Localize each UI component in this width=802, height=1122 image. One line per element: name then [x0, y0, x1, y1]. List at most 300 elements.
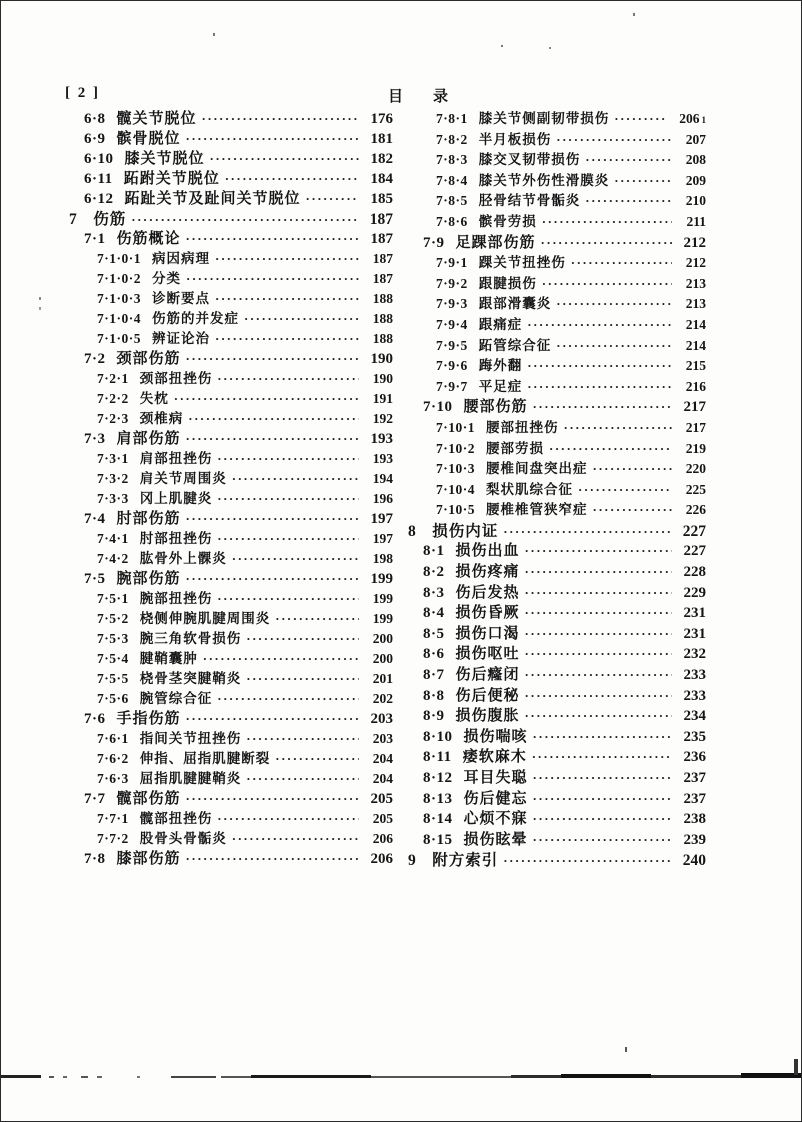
scan-artifact [501, 45, 503, 47]
entry-number: 7·5·5 [97, 671, 129, 686]
entry-number: 7·6·3 [97, 771, 129, 786]
toc-row [406, 519, 706, 540]
entry-number: 7·5·4 [97, 651, 129, 666]
entry-page: 205 [370, 791, 393, 807]
toc-row [406, 642, 706, 663]
toc-row [406, 107, 706, 128]
dot-leader [525, 708, 672, 725]
dot-leader [244, 311, 359, 327]
entry-number: 8·9 [423, 708, 445, 725]
entry-number: 8·10 [423, 728, 453, 745]
toc-row [67, 487, 393, 507]
entry-number: 8·11 [423, 749, 452, 766]
entry-title: 心烦不寐 [463, 811, 528, 828]
entry-title: 腕部扭挫伤 [139, 591, 213, 606]
toc-row [67, 327, 393, 347]
dot-leader [578, 482, 672, 498]
toc-row [406, 210, 706, 231]
toc-row [67, 307, 393, 327]
dot-leader [556, 132, 672, 148]
entry-number: 7·10·5 [436, 502, 476, 518]
entry-page: 217 [685, 419, 706, 435]
entry-title: 伤后便秘 [455, 687, 520, 704]
toc-row [67, 647, 393, 667]
entry-title: 颈椎病 [139, 411, 184, 426]
dot-leader [210, 151, 359, 168]
dot-leader [217, 371, 359, 387]
entry-title: 伤后癃闭 [455, 667, 520, 684]
entry-page: 206 [370, 851, 393, 867]
entry-title: 伤后健忘 [463, 790, 528, 807]
toc-row [406, 169, 706, 190]
entry-number: 7·9·5 [436, 337, 468, 353]
scan-artifact [633, 13, 635, 16]
entry-page: 227 [683, 543, 706, 560]
entry-number: 7·10·4 [436, 481, 476, 497]
toc-row [406, 663, 706, 684]
dot-leader [525, 688, 672, 705]
entry-title: 跖跗关节脱位 [123, 171, 220, 187]
entry-number: 7·9·7 [436, 378, 468, 394]
entry-number: 7·6·1 [97, 731, 129, 746]
entry-number: 7·1·0·3 [97, 291, 142, 306]
entry-number: 7·4·1 [97, 531, 129, 546]
dot-leader [525, 605, 672, 622]
entry-page: 187 [369, 211, 393, 228]
toc-row [406, 787, 706, 808]
dot-leader [186, 431, 359, 448]
entry-page: 203 [370, 711, 393, 727]
entry-page: 207 [685, 131, 706, 147]
dot-leader [188, 411, 359, 427]
entry-title: 膝关节侧副韧带损伤 [478, 111, 610, 126]
entry-title: 损伤口渴 [455, 625, 520, 642]
dot-leader [186, 231, 359, 248]
toc-row [67, 587, 393, 607]
entry-page: 181 [370, 131, 393, 147]
entry-number: 7·10·2 [436, 440, 476, 456]
toc-row [67, 247, 393, 267]
entry-number: 8·8 [423, 687, 445, 704]
entry-page: 199 [372, 591, 393, 606]
entry-number: 7·10 [423, 399, 453, 416]
entry-title: 损伤出血 [455, 543, 520, 560]
entry-title: 肩关节周围炎 [139, 471, 227, 486]
entry-number: 7·8·3 [436, 152, 468, 168]
entry-title: 跖管综合征 [478, 337, 552, 353]
entry-title: 胫骨结节骨骺炎 [478, 193, 581, 209]
entry-title: 指间关节扭挫伤 [139, 731, 242, 746]
toc-row [67, 287, 393, 307]
entry-title: 附方索引 [432, 852, 499, 870]
toc-row [406, 128, 706, 149]
entry-number: 7·8·6 [436, 213, 468, 229]
dot-leader [556, 338, 672, 354]
entry-number: 7·4 [84, 511, 106, 527]
toc-row [406, 231, 706, 252]
dot-leader [306, 191, 359, 208]
entry-page: 226 [685, 502, 706, 518]
toc-row [406, 189, 706, 210]
entry-title: 颈部扭挫伤 [139, 371, 213, 386]
entry-page: 225 [685, 481, 706, 497]
entry-title: 跖趾关节及趾间关节脱位 [124, 191, 301, 207]
entry-page: 187 [372, 251, 393, 266]
toc-left-column [67, 107, 393, 867]
dot-leader [525, 585, 672, 602]
dot-leader [593, 461, 672, 477]
entry-page: 228 [683, 564, 706, 581]
entry-page: 199 [370, 571, 393, 587]
scan-artifact [39, 297, 41, 300]
toc-row [406, 375, 706, 396]
entry-title: 耳目失聪 [463, 770, 528, 786]
toc-row [67, 367, 393, 387]
entry-number: 7·2 [84, 351, 106, 367]
entry-title: 肩部伤筋 [116, 431, 181, 447]
toc-row [406, 766, 706, 787]
toc-row [67, 107, 393, 127]
entry-number: 8·14 [423, 811, 453, 828]
entry-title: 手指伤筋 [116, 711, 181, 727]
toc-row [67, 167, 393, 187]
toc-row [406, 148, 706, 169]
entry-page: 231 [683, 625, 706, 642]
toc-row [406, 848, 706, 869]
dot-leader [217, 531, 359, 547]
entry-title: 腰椎椎管狭窄症 [486, 502, 588, 518]
dot-leader [186, 571, 359, 588]
scan-artifact [63, 1076, 67, 1078]
entry-page: 240 [682, 852, 706, 870]
entry-title: 股骨头骨骺炎 [139, 831, 227, 846]
entry-number: 8·4 [423, 605, 445, 622]
toc-row [67, 527, 393, 547]
toc-row [67, 687, 393, 707]
entry-number: 7·7·1 [97, 811, 129, 826]
entry-number: 7·6·2 [97, 751, 129, 766]
entry-title: 损伤腹胀 [455, 708, 520, 725]
entry-number: 7·1·0·2 [97, 271, 142, 286]
entry-number: 7·8 [84, 851, 106, 867]
entry-page: 190 [370, 351, 393, 367]
dot-leader [527, 358, 672, 374]
toc-row [67, 227, 393, 247]
entry-page: 212 [683, 234, 706, 251]
toc-row [67, 707, 393, 727]
entry-title: 肘部伤筋 [116, 511, 181, 527]
entry-page: 196 [372, 491, 393, 506]
entry-number: 7·5·6 [97, 691, 129, 706]
entry-page: 204 [372, 771, 393, 786]
entry-number: 7·9·1 [436, 255, 468, 271]
toc-row [406, 272, 706, 293]
entry-page: 191 [372, 391, 393, 406]
entry-number: 7·3·2 [97, 471, 129, 486]
dot-leader [215, 331, 359, 347]
page-title [388, 85, 448, 106]
dot-leader [542, 276, 672, 292]
toc-row [67, 767, 393, 787]
entry-title: 膝关节脱位 [124, 151, 205, 167]
entry-title: 踇外翻 [478, 358, 523, 374]
entry-page: 200 [372, 651, 393, 666]
scan-artifact [81, 1076, 88, 1078]
entry-page: 210 [685, 193, 706, 209]
entry-number: 7·7 [84, 791, 106, 807]
dot-leader [525, 626, 672, 643]
entry-page: 206 [679, 111, 700, 126]
entry-number: 7·9 [423, 234, 445, 251]
entry-title: 腱鞘囊肿 [139, 651, 198, 666]
entry-title: 跟部滑囊炎 [478, 296, 552, 312]
toc-row [67, 507, 393, 527]
scan-artifact [251, 1075, 371, 1078]
entry-title: 腰部劳损 [486, 440, 545, 456]
scan-artifact [213, 33, 215, 36]
toc-row [67, 827, 393, 847]
entry-page: 197 [372, 531, 393, 546]
entry-title: 髌骨劳损 [478, 213, 537, 229]
entry-title: 腕管综合征 [139, 691, 213, 706]
entry-page: 214 [685, 316, 706, 332]
scan-artifact [97, 1076, 102, 1078]
dot-leader [571, 255, 672, 271]
entry-page: 219 [685, 440, 706, 456]
dot-leader [541, 235, 672, 252]
toc-row [406, 334, 706, 355]
toc-row [406, 560, 706, 581]
entry-number: 7·1 [84, 231, 106, 247]
entry-page: 237 [683, 770, 706, 786]
toc-row [406, 601, 706, 622]
entry-number: 7·10·1 [436, 419, 476, 435]
entry-page: 188 [372, 291, 393, 306]
entry-title: 损伤喘咳 [463, 728, 528, 745]
toc-row [67, 747, 393, 767]
entry-title: 髋关节脱位 [116, 111, 197, 127]
entry-title: 腰椎间盘突出症 [486, 461, 588, 477]
entry-title: 跟痛症 [478, 316, 523, 332]
dot-leader [232, 471, 359, 487]
toc-row [67, 347, 393, 367]
entry-title: 肘部扭挫伤 [139, 531, 213, 546]
entry-number: 6·12 [84, 191, 114, 207]
dot-leader [202, 111, 359, 128]
scan-artifact [137, 1076, 140, 1078]
entry-number: 6·11 [84, 171, 113, 187]
entry-number: 9 [408, 852, 417, 870]
toc-row [406, 745, 706, 766]
dot-leader [527, 317, 672, 333]
dot-leader [275, 751, 359, 767]
entry-title: 踝关节扭挫伤 [478, 255, 566, 271]
dot-leader [525, 564, 672, 581]
dot-leader [525, 667, 672, 684]
entry-number: 8·5 [423, 625, 445, 642]
dot-leader [186, 131, 359, 148]
toc-row [406, 498, 706, 519]
toc-right-column [406, 107, 706, 869]
entry-page: 197 [370, 511, 393, 527]
entry-number: 8·6 [423, 646, 445, 663]
entry-page: 212 [685, 255, 706, 271]
dot-leader [525, 646, 672, 663]
dot-leader [533, 832, 672, 849]
entry-page: 213 [685, 275, 706, 291]
dot-leader [217, 451, 359, 467]
toc-row [406, 684, 706, 705]
entry-title: 损伤内证 [432, 522, 499, 540]
toc-row [67, 467, 393, 487]
entry-page: 238 [683, 811, 706, 828]
dot-leader [217, 491, 359, 507]
dot-leader [585, 152, 672, 168]
dot-leader [246, 631, 359, 647]
entry-number: 8·12 [423, 770, 453, 786]
scan-artifact [794, 1059, 798, 1075]
entry-title: 屈指肌腱腱鞘炎 [139, 771, 242, 786]
dot-leader [203, 651, 359, 667]
entry-page: 187 [372, 271, 393, 286]
entry-page: 193 [372, 451, 393, 466]
folio-page-number: [ 2 ] [65, 85, 100, 101]
entry-title: 桡侧伸腕肌腱周围炎 [139, 611, 271, 626]
scan-artifact [741, 1073, 801, 1078]
dot-leader [533, 770, 672, 787]
dot-leader [614, 111, 665, 127]
entry-number: 7·8·2 [436, 131, 468, 147]
dot-leader [614, 173, 672, 189]
entry-title: 平足症 [478, 378, 523, 394]
entry-title: 腕三角软骨损伤 [139, 631, 242, 646]
dot-leader [503, 852, 672, 870]
scan-artifact [221, 1076, 511, 1078]
toc-row [67, 807, 393, 827]
page-title-char-2: 录 [433, 89, 449, 105]
toc-row [406, 807, 706, 828]
entry-page: 188 [372, 311, 393, 326]
scan-artifact [39, 307, 41, 310]
entry-number: 6·8 [84, 111, 106, 127]
entry-number: 6·9 [84, 131, 106, 147]
scan-artifact [549, 47, 551, 49]
dot-leader [593, 502, 672, 518]
dot-leader [503, 523, 672, 541]
entry-page: 235 [683, 728, 706, 745]
toc-row [67, 727, 393, 747]
toc-row [406, 622, 706, 643]
dot-leader [186, 851, 359, 868]
entry-number: 7·10·3 [436, 461, 476, 477]
entry-number: 7·2·2 [97, 391, 129, 406]
toc-row [406, 704, 706, 725]
toc-row [67, 607, 393, 627]
entry-title: 病因病理 [152, 251, 211, 266]
toc-row [406, 725, 706, 746]
dot-leader [525, 543, 672, 560]
scan-artifact [561, 1074, 651, 1078]
toc-row [406, 354, 706, 375]
entry-page: 215 [685, 358, 706, 374]
entry-title: 失枕 [139, 391, 169, 406]
toc-row [67, 207, 393, 227]
scan-artifact [1, 1075, 41, 1078]
entry-number: 7·2·1 [97, 371, 129, 386]
entry-title: 辨证论治 [152, 331, 211, 346]
dot-leader [527, 379, 672, 395]
dot-leader [174, 391, 359, 407]
entry-page: 194 [372, 471, 393, 486]
dot-leader [532, 749, 672, 766]
entry-number: 7·4·2 [97, 551, 129, 566]
entry-number: 7·3·1 [97, 451, 129, 466]
entry-title: 膝交叉韧带损伤 [478, 152, 581, 168]
dot-leader [585, 193, 672, 209]
dot-leader [533, 399, 672, 416]
toc-row [67, 267, 393, 287]
entry-page: 209 [685, 172, 706, 188]
entry-title: 颈部伤筋 [116, 351, 181, 367]
entry-page: 176 [370, 111, 393, 127]
entry-title: 伤后发热 [455, 584, 520, 601]
entry-page: 200 [372, 631, 393, 646]
entry-number: 7 [69, 211, 78, 228]
page-title-char-1: 目 [388, 89, 404, 105]
entry-title: 伤筋 [93, 211, 127, 228]
entry-page: 198 [372, 551, 393, 566]
entry-number: 7·6 [84, 711, 106, 727]
entry-title: 伸指、屈指肌腱断裂 [139, 751, 271, 766]
entry-page: 234 [683, 708, 706, 725]
scan-artifact [625, 1047, 627, 1052]
toc-row [67, 667, 393, 687]
dot-leader [542, 214, 672, 230]
entry-page: 187 [370, 231, 393, 247]
entry-number: 7·5·1 [97, 591, 129, 606]
entry-title: 痿软麻木 [462, 749, 527, 766]
dot-leader [232, 551, 359, 567]
entry-page: 190 [372, 371, 393, 386]
entry-title: 髋部伤筋 [116, 791, 181, 807]
entry-page: 204 [372, 751, 393, 766]
entry-page: 233 [683, 687, 706, 704]
entry-page: 229 [683, 584, 706, 601]
entry-page: 227 [682, 522, 706, 540]
entry-page: 232 [683, 646, 706, 663]
entry-number: 8·13 [423, 790, 453, 807]
dot-leader [217, 811, 359, 827]
dot-leader [217, 591, 359, 607]
toc-row [406, 416, 706, 437]
dot-leader [275, 611, 359, 627]
toc-row [67, 387, 393, 407]
dot-leader [186, 791, 359, 808]
entry-title: 损伤疼痛 [455, 564, 520, 581]
dot-leader [186, 271, 359, 287]
entry-number: 7·9·4 [436, 316, 468, 332]
toc-row [406, 251, 706, 272]
entry-number: 8·3 [423, 584, 445, 601]
entry-title: 肩部扭挫伤 [139, 451, 213, 466]
toc-row [67, 447, 393, 467]
entry-title: 膝关节外伤性滑膜炎 [478, 172, 610, 188]
entry-number: 7·7·2 [97, 831, 129, 846]
entry-title: 半月板损伤 [478, 131, 552, 147]
entry-number: 7·3 [84, 431, 106, 447]
entry-number: 6·10 [84, 151, 114, 167]
entry-number: 7·3·3 [97, 491, 129, 506]
